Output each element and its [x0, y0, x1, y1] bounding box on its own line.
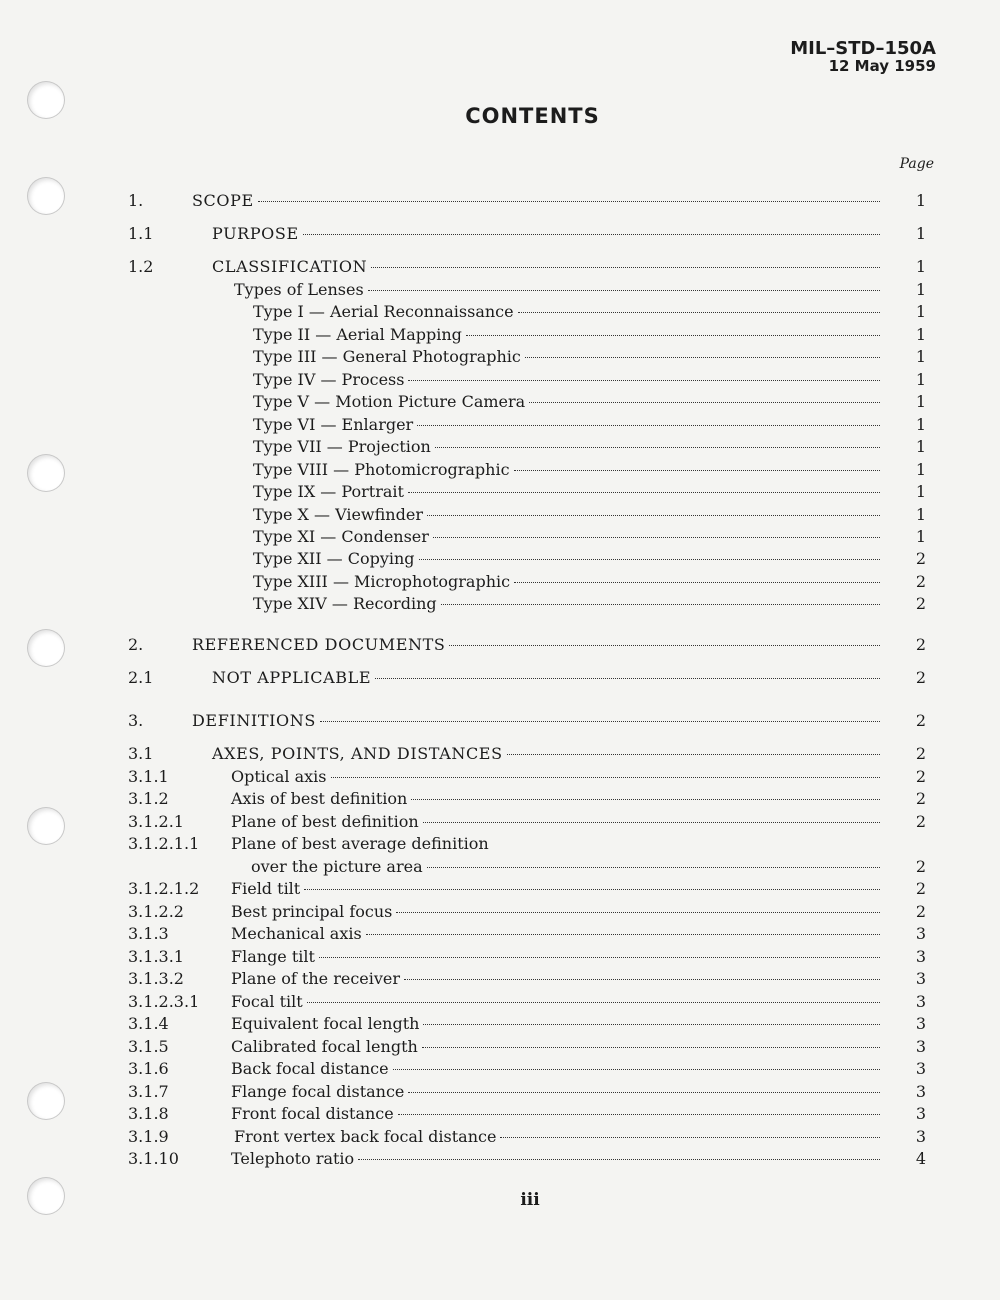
toc-entry-page: 1	[915, 302, 926, 321]
toc-entry	[128, 481, 926, 503]
dot-leader	[500, 1137, 880, 1138]
toc-entry-number: 3.1.2.3.1	[128, 992, 200, 1011]
toc-entry-label: Type III — General Photographic	[253, 347, 521, 366]
toc-entry-label: NOT APPLICABLE	[212, 668, 372, 687]
toc-entry	[128, 788, 926, 810]
dot-leader	[433, 537, 880, 538]
toc-entry	[128, 1013, 926, 1035]
toc-entry-page: 2	[915, 635, 926, 654]
toc-entry-label: Type X — Viewfinder	[253, 505, 423, 524]
toc-entry	[128, 571, 926, 593]
dot-leader	[514, 470, 880, 471]
standard-number: MIL–STD–150A	[790, 38, 936, 59]
toc-entry-page: 4	[915, 1149, 926, 1168]
dot-leader	[427, 867, 880, 868]
toc-entry	[128, 710, 926, 732]
document-date: 12 May 1959	[828, 56, 936, 75]
toc-entry	[128, 256, 926, 278]
toc-entry-page: 1	[915, 370, 926, 389]
toc-entry-number: 3.1.2.1.2	[128, 879, 200, 898]
toc-entry-page: 1	[915, 415, 926, 434]
toc-entry	[128, 504, 926, 526]
toc-entry-page: 1	[915, 482, 926, 501]
toc-entry-label: Focal tilt	[231, 992, 303, 1011]
dot-leader	[529, 402, 880, 403]
dot-leader	[435, 447, 880, 448]
toc-entry-number: 3.	[128, 711, 144, 730]
dot-leader	[441, 604, 880, 605]
toc-entry-number: 1.	[128, 191, 144, 210]
toc-entry	[128, 811, 926, 833]
toc-entry-number: 3.1.7	[128, 1082, 169, 1101]
toc-entry	[128, 593, 926, 615]
toc-entry-number: 2.	[128, 635, 144, 654]
dot-leader	[396, 912, 880, 913]
toc-entry-page: 2	[915, 857, 926, 876]
toc-entry-page: 3	[915, 1059, 926, 1078]
toc-entry-label: over the picture area	[251, 857, 423, 876]
toc-entry	[128, 901, 926, 923]
toc-entry-number: 3.1.2.1.1	[128, 834, 200, 853]
toc-entry-number: 3.1.5	[128, 1037, 169, 1056]
toc-entry-number: 3.1.2.2	[128, 902, 184, 921]
toc-entry	[128, 324, 926, 346]
toc-entry-number: 3.1.9	[128, 1127, 169, 1146]
toc-entry	[128, 991, 926, 1013]
toc-entry	[128, 548, 926, 570]
dot-leader	[404, 979, 880, 980]
toc-entry	[128, 923, 926, 945]
page-column-label: Page	[899, 156, 934, 172]
toc-entry-page: 1	[915, 460, 926, 479]
dot-leader	[419, 559, 880, 560]
toc-entry-label: Equivalent focal length	[231, 1014, 420, 1033]
dot-leader	[525, 357, 880, 358]
toc-entry-page: 1	[915, 280, 926, 299]
toc-entry-label: Type IV — Process	[253, 370, 405, 389]
toc-entry-label: Type V — Motion Picture Camera	[253, 392, 526, 411]
toc-entry	[128, 223, 926, 245]
toc-entry-page: 3	[915, 969, 926, 988]
toc-entry	[128, 414, 926, 436]
dot-leader	[408, 380, 880, 381]
dot-leader	[449, 645, 880, 646]
toc-entry-label: Type XIII — Microphotographic	[253, 572, 511, 591]
toc-entry-page: 1	[915, 224, 926, 243]
toc-entry-number: 3.1	[128, 744, 154, 763]
dot-leader	[303, 234, 880, 235]
toc-entry-label: Optical axis	[231, 767, 327, 786]
dot-leader	[393, 1069, 880, 1070]
toc-entry-number: 3.1.2.1	[128, 812, 184, 831]
dot-leader	[514, 582, 880, 583]
toc-entry	[128, 833, 926, 855]
toc-entry-page: 3	[915, 1014, 926, 1033]
dot-leader	[423, 1024, 880, 1025]
dot-leader	[408, 492, 880, 493]
dot-leader	[366, 934, 880, 935]
toc-entry	[128, 1081, 926, 1103]
toc-entry-label: Type VI — Enlarger	[253, 415, 414, 434]
toc-entry-page: 3	[915, 1037, 926, 1056]
dot-leader	[422, 1047, 880, 1048]
toc-entry-page: 1	[915, 191, 926, 210]
dot-leader	[320, 721, 880, 722]
dot-leader	[466, 335, 880, 336]
toc-entry	[128, 1148, 926, 1170]
toc-entry-page: 2	[915, 549, 926, 568]
toc-entry-page: 2	[915, 812, 926, 831]
toc-entry-label: Plane of best definition	[231, 812, 419, 831]
toc-entry-label: Calibrated focal length	[231, 1037, 418, 1056]
dot-leader	[304, 889, 880, 890]
toc-entry	[128, 436, 926, 458]
toc-entry-label: Field tilt	[231, 879, 301, 898]
dot-leader	[375, 678, 880, 679]
toc-entry	[128, 667, 926, 689]
toc-entry-page: 3	[915, 924, 926, 943]
dot-leader	[423, 822, 880, 823]
toc-entry	[128, 634, 926, 656]
toc-entry-page: 3	[915, 947, 926, 966]
toc-entry-page: 3	[915, 1127, 926, 1146]
toc-entry-label: Type IX — Portrait	[253, 482, 404, 501]
toc-entry-page: 3	[915, 1082, 926, 1101]
dot-leader	[358, 1159, 880, 1160]
toc-entry-label: Plane of the receiver	[231, 969, 401, 988]
toc-entry-label: Flange focal distance	[231, 1082, 405, 1101]
toc-entry-label: Back focal distance	[231, 1059, 389, 1078]
toc-entry-number: 3.1.3	[128, 924, 169, 943]
toc-entry-label: AXES, POINTS, AND DISTANCES	[212, 744, 503, 763]
toc-entry-label: Type XI — Condenser	[253, 527, 429, 546]
toc-entry-number: 3.1.8	[128, 1104, 169, 1123]
toc-entry-label: Types of Lenses	[234, 280, 364, 299]
toc-entry-page: 2	[915, 789, 926, 808]
dot-leader	[398, 1114, 880, 1115]
toc-entry-number: 3.1.2	[128, 789, 169, 808]
toc-entry-number: 3.1.4	[128, 1014, 169, 1033]
toc-entry	[128, 743, 926, 765]
toc-entry-label: PURPOSE	[212, 224, 299, 243]
toc-entry-label: SCOPE	[192, 191, 254, 210]
toc-entry-number: 3.1.3.2	[128, 969, 184, 988]
dot-leader	[507, 754, 880, 755]
page-number: iii	[520, 1190, 540, 1210]
toc-entry-page: 1	[915, 347, 926, 366]
toc-entry	[128, 459, 926, 481]
toc-entry-page: 1	[915, 392, 926, 411]
dot-leader	[417, 425, 880, 426]
toc-entry	[128, 369, 926, 391]
toc-entry-number: 3.1.10	[128, 1149, 179, 1168]
page-title: CONTENTS	[465, 104, 600, 128]
dot-leader	[331, 777, 881, 778]
toc-entry-page: 2	[915, 594, 926, 613]
dot-leader	[319, 957, 880, 958]
dot-leader	[371, 267, 880, 268]
toc-entry-page: 1	[915, 527, 926, 546]
toc-entry-number: 3.1.1	[128, 767, 169, 786]
toc-entry-label: Plane of best average definition	[231, 834, 489, 853]
toc-entry-page: 2	[915, 879, 926, 898]
toc-entry-label: Type II — Aerial Mapping	[253, 325, 462, 344]
toc-entry	[128, 526, 926, 548]
toc-entry-label: DEFINITIONS	[192, 711, 316, 730]
toc-entry-page: 2	[915, 572, 926, 591]
toc-entry	[128, 1126, 926, 1148]
toc-entry	[128, 856, 926, 878]
toc-entry-label: Type XIV — Recording	[253, 594, 437, 613]
toc-entry-number: 2.1	[128, 668, 154, 687]
toc-entry-page: 2	[915, 902, 926, 921]
dot-leader	[411, 799, 880, 800]
toc-entry-number: 3.1.3.1	[128, 947, 184, 966]
toc-entry	[128, 279, 926, 301]
dot-leader	[427, 515, 880, 516]
toc-entry	[128, 301, 926, 323]
toc-entry	[128, 391, 926, 413]
toc-entry-page: 1	[915, 257, 926, 276]
toc-entry-label: Flange tilt	[231, 947, 315, 966]
toc-entry	[128, 968, 926, 990]
toc-entry	[128, 1058, 926, 1080]
toc-entry-label: Telephoto ratio	[231, 1149, 355, 1168]
toc-entry-label: Front focal distance	[231, 1104, 394, 1123]
toc-entry-label: Type I — Aerial Reconnaissance	[253, 302, 514, 321]
toc-entry-page: 1	[915, 505, 926, 524]
toc-entry-label: Axis of best definition	[231, 789, 408, 808]
toc-entry	[128, 1103, 926, 1125]
toc-entry-number: 1.2	[128, 257, 154, 276]
toc-entry-label: Best principal focus	[231, 902, 393, 921]
toc-entry	[128, 946, 926, 968]
toc-entry	[128, 878, 926, 900]
dot-leader	[518, 312, 880, 313]
toc-entry	[128, 766, 926, 788]
toc-entry-label: Type VIII — Photomicrographic	[253, 460, 510, 479]
toc-entry-page: 3	[915, 992, 926, 1011]
toc-entry	[128, 1036, 926, 1058]
toc-entry	[128, 346, 926, 368]
toc-entry-number: 3.1.6	[128, 1059, 169, 1078]
toc-entry-page: 2	[915, 744, 926, 763]
toc-entry-page: 1	[915, 437, 926, 456]
toc-entry-label: CLASSIFICATION	[212, 257, 368, 276]
toc-entry-label: Type VII — Projection	[253, 437, 431, 456]
toc-entry-label: Mechanical axis	[231, 924, 362, 943]
dot-leader	[368, 290, 880, 291]
dot-leader	[258, 201, 880, 202]
toc-entry-label: Type XII — Copying	[253, 549, 415, 568]
dot-leader	[408, 1092, 880, 1093]
toc-entry	[128, 190, 926, 212]
toc-entry-label: Front vertex back focal distance	[234, 1127, 497, 1146]
toc-entry-label: REFERENCED DOCUMENTS	[192, 635, 446, 654]
toc-entry-page: 3	[915, 1104, 926, 1123]
dot-leader	[307, 1002, 880, 1003]
toc-entry-number: 1.1	[128, 224, 154, 243]
toc-entry-page: 2	[915, 767, 926, 786]
toc-entry-page: 2	[915, 668, 926, 687]
toc-entry-page: 1	[915, 325, 926, 344]
toc-entry-page: 2	[915, 711, 926, 730]
